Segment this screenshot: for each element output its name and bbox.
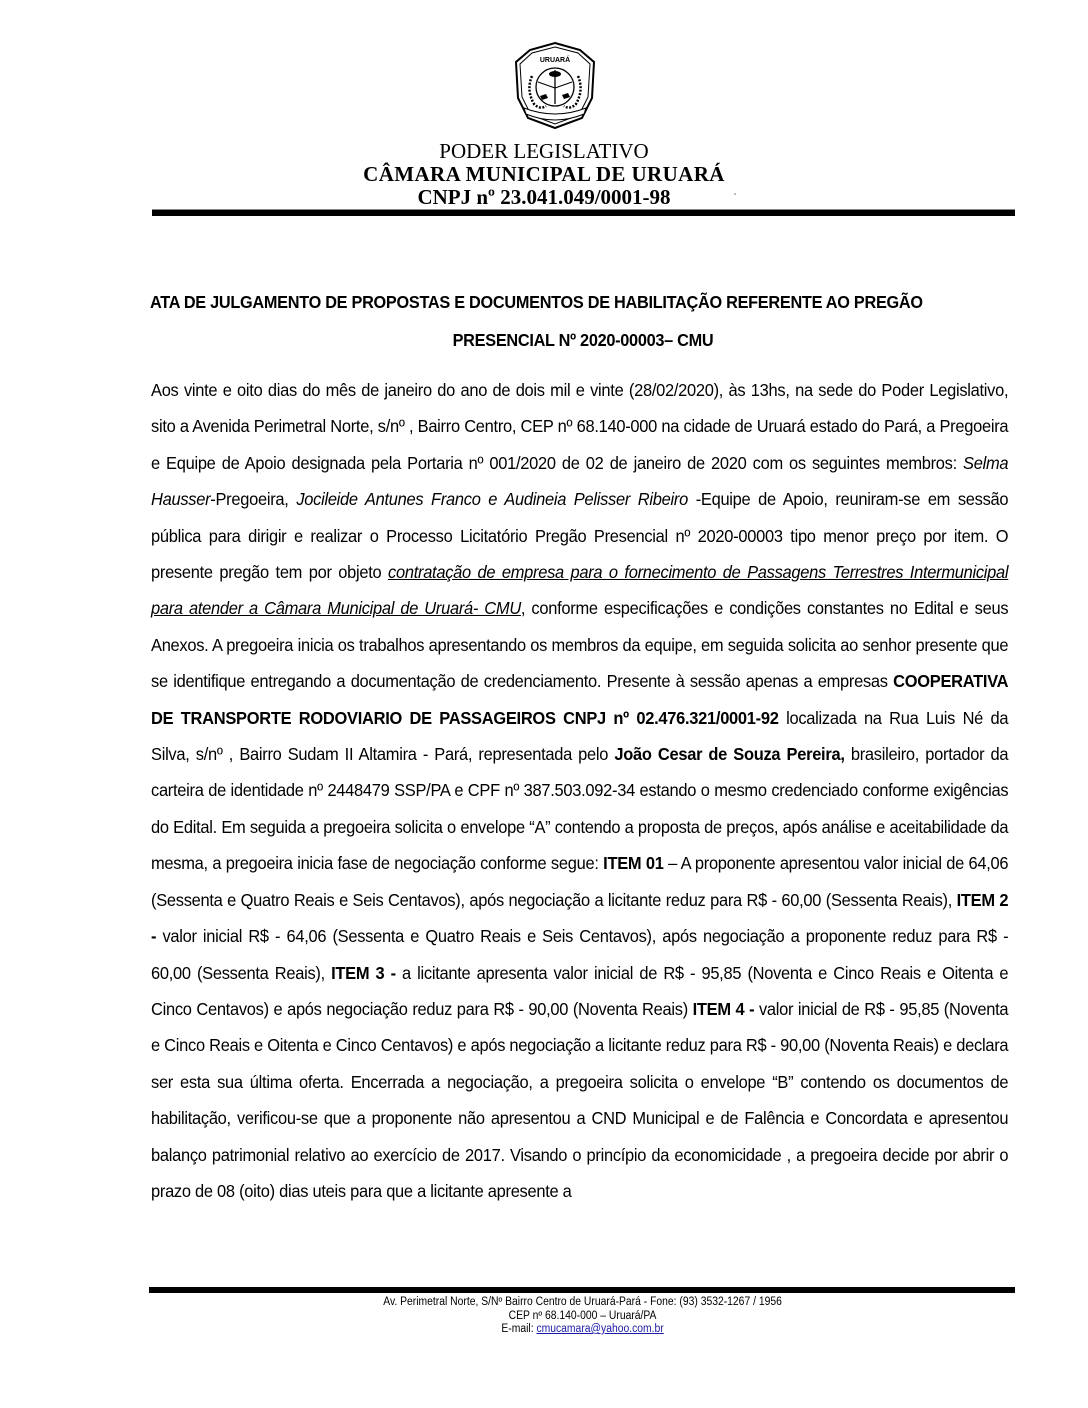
pregoeira-name: Selma Hausser — [151, 452, 1009, 510]
company-name: COOPERATIVA DE TRANSPORTE RODOVIARIO DE PASSAGEIROS CNPJ nº 02.476.321/0001-92 — [151, 671, 1009, 728]
body-p2: -Equipe de Apoio, reuniram-se em sessão pública para dirigir e realizar o Processo Licitatório Pregão Presencial nº 2020-00003 tipo menor preço por item. O presente pregão tem por objeto — [151, 489, 1009, 583]
item-3-text: a licitante apresenta valor inicial de R$ - 95,85 (Noventa e Cinco Reais e Oitenta e Cinco Centavos) e após negociação reduz para R$ - 90,00 (Noventa Reais) — [151, 962, 1009, 1019]
pregoeira-role: -Pregoeira, — [210, 489, 297, 510]
municipal-coat-of-arms-icon — [512, 40, 598, 132]
item-1-label: ITEM 01 — [603, 853, 664, 874]
item-1-text: – A proponente apresentou valor inicial de 64,06 (Sessenta e Quatro Reais e Seis Centavos), após negociação a licitante reduz para R$ - 60,00 (Sessenta Reais), — [151, 853, 1009, 910]
document-title-line-1: ATA DE JULGAMENTO DE PROPOSTAS E DOCUMENTOS DE HABILITAÇÃO REFERENTE AO PREGÃO — [150, 292, 923, 312]
header-divider — [152, 209, 1015, 216]
header-org: PODER LEGISLATIVO — [439, 139, 649, 163]
footer-divider — [149, 1287, 1015, 1293]
item-2-label: ITEM 2 - — [151, 889, 1009, 947]
document-title-line-2: PRESENCIAL Nº 2020-00003– CMU — [452, 330, 714, 350]
item-4-text: valor inicial de R$ - 95,85 (Noventa e Cinco Reais e Oitenta e Cinco Centavos) e após negociação a licitante reduz para R$ - 90,00 (Noventa Reais) e declara ser esta sua última oferta. Encerrada a negociação, a pregoeira solicita o envelope “B” contendo os documentos de habilitação, verificou-se que a proponente não apresentou a CND Municipal e de Falência e Concordata e apresentou balanço patrimonial relativo ao exercício de 2017. Visando o princípio da economicidade , a pregoeira decide por abrir o prazo de 08 (oito) dias uteis para que a licitante apresente a — [151, 998, 1009, 1201]
header-cnpj: CNPJ nº 23.041.049/0001-98 — [417, 185, 671, 209]
footer-cep: CEP nº 68.140-000 – Uruará/PA — [508, 1310, 657, 1322]
body-p1: Aos vinte e oito dias do mês de janeiro do ano de dois mil e vinte (28/02/2020), às 13hs, na sede do Poder Legislativo, sito a Avenida Perimetral Norte, s/nº , Bairro Centro, CEP nº 68.140-000 na cidade de Uruará estado do Pará, a Pregoeira e Equipe de Apoio designada pela Portaria nº 001/2020 de 02 de janeiro de 2020 com os seguintes membros: — [151, 380, 1009, 473]
scan-speck — [734, 193, 736, 195]
footer-email-link[interactable]: cmucamara@yahoo.com.br — [536, 1323, 664, 1335]
body-p5: brasileiro, portador da carteira de identidade nº 2448479 SSP/PA e CPF nº 387.503.092-34 estando o mesmo credenciado conforme exigências do Edital. Em seguida a pregoeira solicita o envelope “A” contendo a proposta de preços, após análise e aceitabilidade da mesma, a pregoeira inicia fase de negociação conforme segue: — [151, 744, 1009, 874]
body-p4: localizada na Rua Luis Né da Silva, s/nº , Bairro Sudam II Altamira - Pará, representada pelo — [151, 707, 1009, 765]
item-4-label: ITEM 4 - — [692, 998, 755, 1019]
item-3-label: ITEM 3 - — [331, 962, 403, 983]
item-2-text: valor inicial R$ - 64,06 (Sessenta e Quatro Reais e Seis Centavos), após negociação a proponente reduz para R$ - 60,00 (Sessenta Reais), — [151, 926, 1009, 983]
footer-address: Av. Perimetral Norte, S/Nº Bairro Centro de Uruará-Pará - Fone: (93) 3532-1267 / 1956 — [383, 1296, 782, 1308]
footer-email-label: E-mail: — [501, 1323, 537, 1335]
footer-email-line — [58, 1323, 1088, 1337]
header-chamber-name: CÂMARA MUNICIPAL DE URUARÁ — [363, 162, 725, 186]
logo-text: URUARÁ — [539, 57, 571, 64]
tender-object: contratação de empresa para o fornecimento de Passagens Terrestres Intermunicipal para atender a Câmara Municipal de Uruará- CMU — [151, 562, 1009, 619]
support-team-names: Jocileide Antunes Franco e Audineia Pelisser Ribeiro — [296, 489, 688, 510]
representative-name: João Cesar de Souza Pereira, — [614, 744, 845, 765]
body-p3: , conforme especificações e condições constantes no Edital e seus Anexos. A pregoeira inicia os trabalhos apresentando os membros da equipe, em seguida solicita ao senhor presente que se identifique entregando a documentação de credenciamento. Presente à sessão apenas a empresas — [151, 598, 1009, 692]
document-body — [151, 372, 1008, 1209]
